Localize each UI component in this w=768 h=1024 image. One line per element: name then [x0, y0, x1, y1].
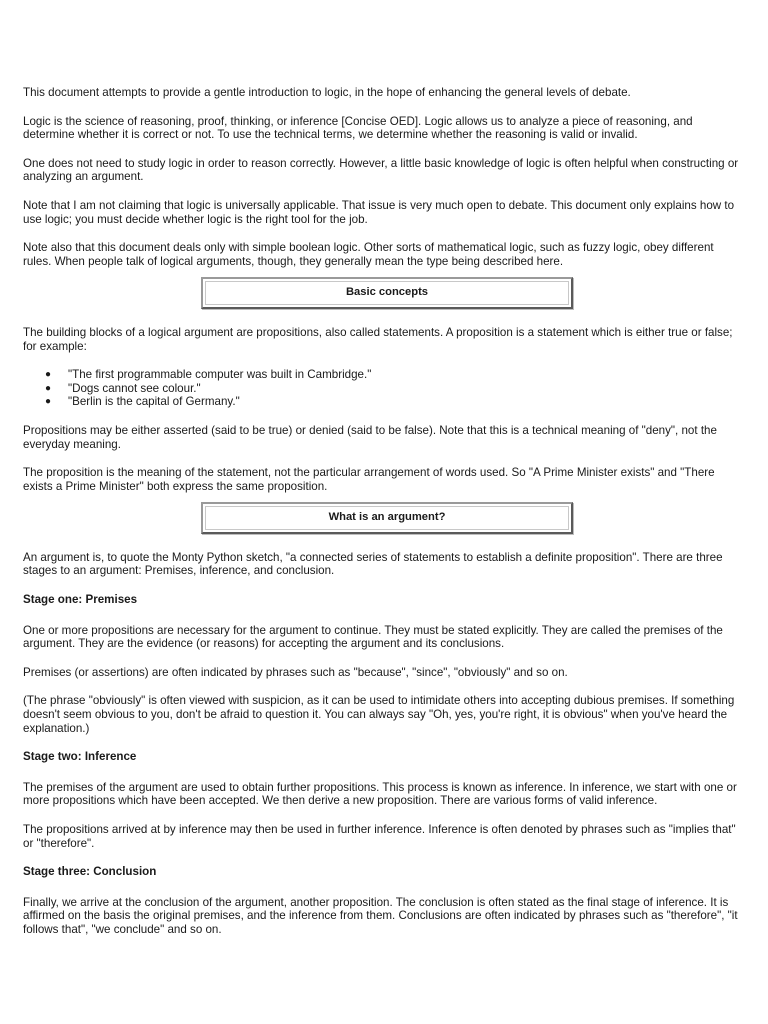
section-header-argument: [201, 502, 573, 534]
list-item-text: "Dogs cannot see colour.": [68, 381, 201, 395]
body-paragraph: (The phrase "obviously" is often viewed with suspicion, as it can be used to intimidate others into accepting dubious premises. If something doesn't seem obvious to you, don't be afraid to question it. You can always say "Oh, yes, you're right, it is obvious" when you've heard the explanation.): [23, 694, 735, 735]
list-item-text: "Berlin is the capital of Germany.": [68, 395, 240, 409]
bullet-icon: ●: [45, 396, 52, 408]
section-header-basic-concepts: [201, 277, 573, 309]
intro-paragraph: One does not need to study logic in order to reason correctly. However, a little basic knowledge of logic is often helpful when constructing or analyzing an argument.: [23, 156, 739, 184]
subheading: Stage two: Inference: [23, 750, 137, 764]
bullet-icon: ●: [45, 369, 52, 381]
body-paragraph: Finally, we arrive at the conclusion of the argument, another proposition. The conclusion is often stated as the final stage of inference. It is affirmed on the basis the original premises, and the inference from them. Conclusions are often indicated by phrases such as "therefore", "it follows that", "we conclude" and so on.: [23, 895, 738, 936]
subheading: Stage three: Conclusion: [23, 865, 157, 879]
body-paragraph: The proposition is the meaning of the statement, not the particular arrangement of words used. So "A Prime Minister exists" and "There exists a Prime Minister" both express the same proposition.: [23, 466, 715, 493]
intro-paragraph: This document attempts to provide a gentle introduction to logic, in the hope of enhancing the general levels of debate.: [23, 86, 631, 99]
section-title: What is an argument?: [205, 506, 569, 530]
intro-paragraph: Note also that this document deals only with simple boolean logic. Other sorts of mathematical logic, such as fuzzy logic, obey different rules. When people talk of logical arguments, though, they generally mean the type being described here.: [23, 241, 714, 268]
subheading: Stage one: Premises: [23, 593, 138, 607]
body-paragraph: Propositions may be either asserted (said to be true) or denied (said to be false). Note that this is a technical meaning of "deny", not the everyday meaning.: [23, 423, 717, 451]
body-paragraph: The building blocks of a logical argument are propositions, also called statements. A proposition is a statement which is either true or false; for example:: [23, 325, 733, 353]
list-item-text: "The first programmable computer was built in Cambridge.": [68, 368, 372, 382]
section-title: Basic concepts: [205, 281, 569, 305]
intro-paragraph: Note that I am not claiming that logic is universally applicable. That issue is very much open to debate. This document only explains how to use logic; you must decide whether logic is the right tool for the job.: [23, 198, 735, 226]
intro-paragraph: Logic is the science of reasoning, proof, thinking, or inference [Concise OED]. Logic allows us to analyze a piece of reasoning, and determine whether it is correct or not. To use the technical terms, we determine whether the reasoning is valid or invalid.: [23, 114, 693, 142]
body-paragraph: The propositions arrived at by inference may then be used in further inference. Inference is often denoted by phrases such as "implies that" or "therefore".: [23, 823, 736, 850]
body-paragraph: The premises of the argument are used to obtain further propositions. This process is known as inference. In inference, we start with one or more propositions which have been accepted. We then derive a new proposition. There are various forms of valid inference.: [23, 780, 737, 808]
body-paragraph: Premises (or assertions) are often indicated by phrases such as "because", "since", "obviously" and so on.: [23, 665, 568, 679]
bullet-icon: ●: [45, 382, 52, 394]
body-paragraph: One or more propositions are necessary for the argument to continue. They must be stated explicitly. They are called the premises of the argument. They are the evidence (or reasons) for accepting the argument and its conclusions.: [23, 623, 723, 651]
example-propositions-list: [23, 368, 745, 409]
list-item: [23, 382, 745, 396]
list-item: [23, 368, 745, 382]
list-item: [23, 395, 745, 409]
document-page: [23, 86, 745, 952]
body-paragraph: An argument is, to quote the Monty Python sketch, "a connected series of statements to establish a definite proposition". There are three stages to an argument: Premises, inference, and conclusion.: [23, 550, 723, 578]
